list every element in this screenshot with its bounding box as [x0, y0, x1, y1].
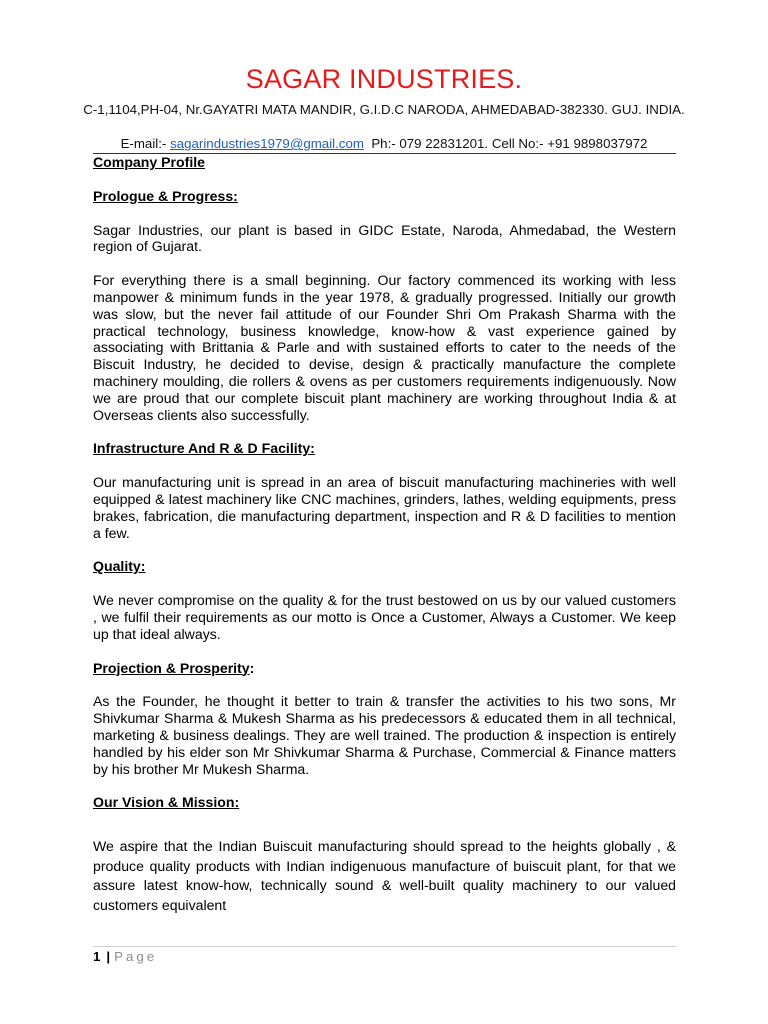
quality-paragraph: We never compromise on the quality & for the trust bestowed on us by our valued customers , we fulfil their requirements as our motto is Once a Customer, Always a Customer. We keep up that ideal always. [93, 592, 676, 642]
projection-paragraph: As the Founder, he thought it better to train & transfer the activities to his two sons, Mr Shivkumar Sharma & Mukesh Sharma as his predecessors & educated them in all technical, marketing & business dealings. They are well trained. The production & inspection is entirely handled by his elder son Mr Shivkumar Sharma & Purchase, Commercial & Finance matters by his brother Mr Mukesh Sharma. [93, 693, 676, 777]
footer-separator: | [106, 949, 111, 964]
email-link[interactable]: sagarindustries1979@gmail.com [170, 136, 364, 151]
prologue-heading: Prologue & Progress: [93, 187, 238, 204]
company-name: SAGAR INDUSTRIES. [245, 64, 523, 94]
contact-line [0, 135, 768, 153]
prologue-paragraph-2: For everything there is a small beginning. Our factory commenced its working with less manpower & minimum funds in the year 1978, & gradually progressed. Initially our growth was slow, but the never fail attitude of our Founder Shri Om Prakash Sharma with the practical technology, business knowledge, know-how & vast experience gained by associating with Brittania & Parle and with sustained efforts to cater to the needs of the Biscuit Industry, he decided to devise, design & practically manufacture the complete machinery moulding, die rollers & ovens as per customers requirements indigenuously. Now we are proud that our complete biscuit plant machinery are working throughout India & at Overseas clients also successfully. [93, 272, 676, 423]
infrastructure-paragraph: Our manufacturing unit is spread in an area of biscuit manufacturing machineries with well equipped & latest machinery like CNC machines, grinders, lathes, welding equipments, press brakes, fabrication, die manufacturing department, inspection and R & D facilities to mention a few. [93, 474, 676, 541]
phone-numbers: Ph:- 079 22831201. Cell No:- +91 9898037972 [371, 136, 648, 151]
vision-heading: Our Vision & Mission: [93, 794, 240, 811]
quality-heading: Quality: [93, 558, 146, 575]
company-profile-heading: Company Profile [93, 154, 205, 170]
prologue-paragraph-1: Sagar Industries, our plant is based in GIDC Estate, Naroda, Ahmedabad, the Western region of Gujarat. [93, 221, 676, 255]
page-label: Page [114, 949, 158, 964]
projection-heading: Projection & Prosperity [93, 659, 250, 676]
vision-paragraph: We aspire that the Indian Buiscuit manufacturing should spread to the heights globally , & produce quality products with Indian indigenuous manufacture of buiscuit plant, for that we assure latest know-how, technically sound & well-built quality machinery to our valued customers equivalent [93, 838, 676, 913]
page-footer [93, 949, 157, 965]
projection-heading-colon: : [249, 659, 255, 676]
email-label: E-mail:- [120, 136, 167, 151]
page-number: 1 [93, 949, 101, 964]
company-address: C-1,1104,PH-04, Nr.GAYATRI MATA MANDIR, G.I.D.C NARODA, AHMEDABAD-382330. GUJ. INDIA. [83, 102, 685, 117]
document-body [93, 153, 676, 915]
projection-heading-line [93, 660, 676, 677]
footer-divider [93, 946, 676, 947]
infrastructure-heading: Infrastructure And R & D Facility: [93, 440, 315, 457]
